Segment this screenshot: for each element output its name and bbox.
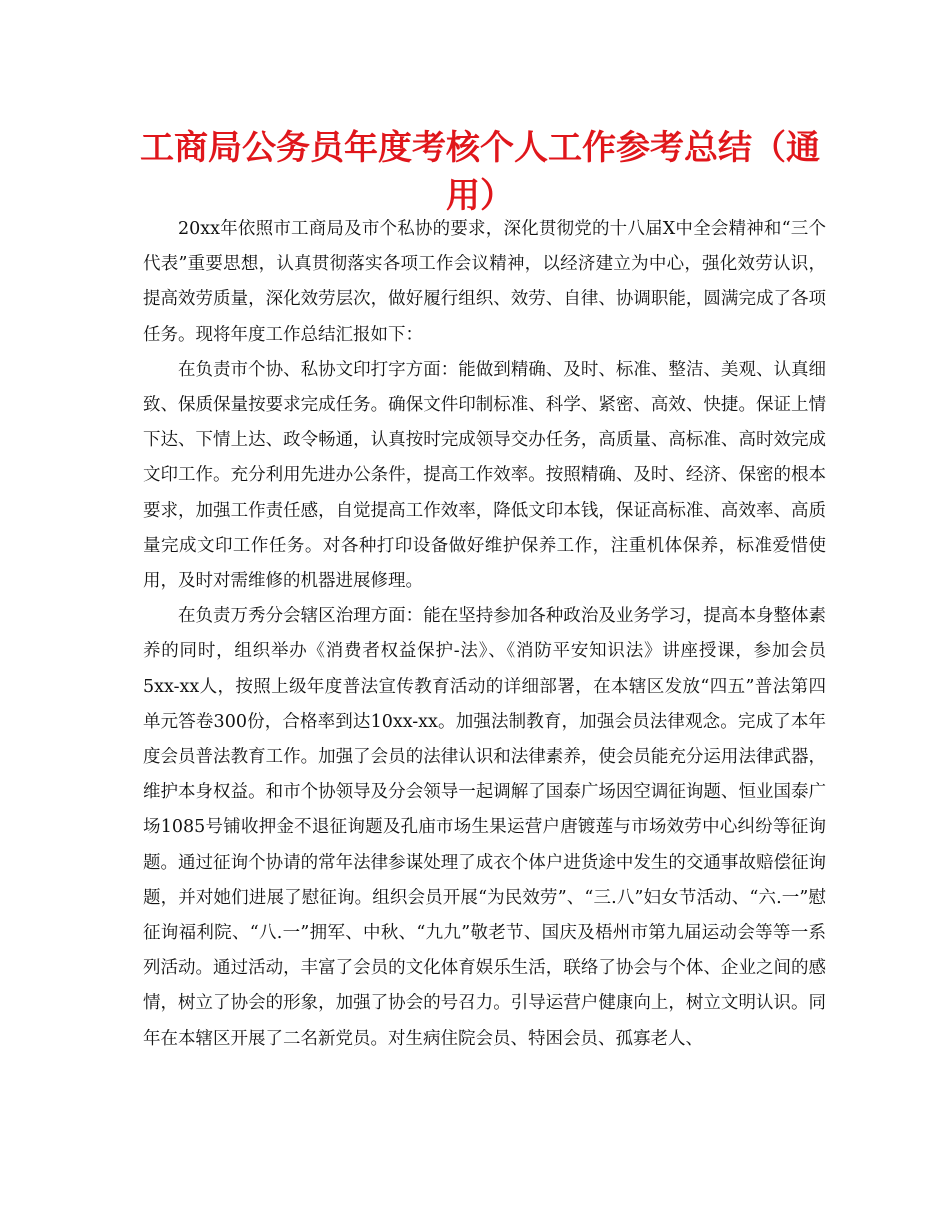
document-title: 工商局公务员年度考核个人工作参考总结（通用） bbox=[140, 128, 820, 216]
paragraph-district-management: 在负责万秀分会辖区治理方面：能在坚持参加各种政治及业务学习，提高本身整体素养的同时，组织举办《消费者权益保护-法》、《消防平安知识法》讲座授课，参加会员5xx-xx人，按照上级年度普法宣传教育活动的详细部署，在本辖区发放“四五”普法第四单元答卷300份，合格率到达10xx-xx。加强法制教育，加强会员法律观念。完成了本年度会员普法教育工作。加强了会员的法律认识和法律素养，使会员能充分运用法律武器，维护本身权益。和市个协领导及分会领导一起调解了国泰广场因空调征询题、恒业国泰广场1085号铺收押金不退征询题及孔庙市场生果运营户唐镀莲与市场效劳中心纠纷等征询题。通过征询个协请的常年法律参谋处理了成衣个体户进货途中发生的交通事故赔偿征询题，并对她们进展了慰征询。组织会员开展“为民效劳”、“三.八”妇女节活动、“六.一”慰征询福利院、“八.一”拥军、中秋、“九九”敬老节、国庆及梧州市第九届运动会等等一系列活动。通过活动，丰富了会员的文化体育娱乐生活，联络了协会与个体、企业之间的感情，树立了协会的形象，加强了协会的号召力。引导运营户健康向上，树立文明认识。同年在本辖区开展了二名新党员。对生病住院会员、特困会员、孤寡老人、 bbox=[143, 606, 826, 1049]
document-body bbox=[143, 212, 826, 1057]
paragraph-printing-work: 在负责市个协、私协文印打字方面：能做到精确、及时、标准、整洁、美观、认真细致、保质保量按要求完成任务。确保文件印制标准、科学、紧密、高效、快捷。保证上情下达、下情上达、政令畅通，认真按时完成领导交办任务，高质量、高标准、高时效完成文印工作。充分利用先进办公条件，提高工作效率。按照精确、及时、经济、保密的根本要求，加强工作责任感，自觉提高工作效率，降低文印本钱，保证高标准、高效率、高质量完成文印工作任务。对各种打印设备做好维护保养工作，注重机体保养，标准爱惜使用，及时对需维修的机器进展修理。 bbox=[143, 359, 826, 592]
paragraph-intro: 20xx年依照市工商局及市个私协的要求，深化贯彻党的十八届X中全会精神和“三个代表”重要思想，认真贯彻落实各项工作会议精神，以经济建立为中心，强化效劳认识，提高效劳质量，深化效劳层次，做好履行组织、效劳、自律、协调职能，圆满完成了各项任务。现将年度工作总结汇报如下： bbox=[143, 219, 826, 345]
